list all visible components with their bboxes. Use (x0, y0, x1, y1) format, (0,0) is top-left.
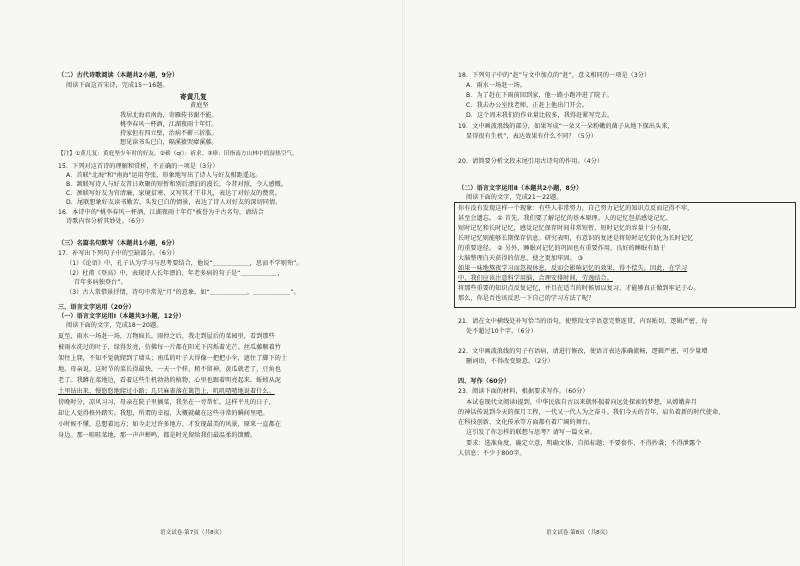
q17-item: （1）《论语》中，孔子认为学习与思考要结合，他说“＿＿＿＿＿＿，思而不学则殆”。 (66, 260, 303, 267)
question-23: 23．阅读下面的材料，根据要求写作。（60分） (458, 388, 589, 395)
passage-line: 地。母亲说，这时节的菜长得最快，一天一个样，稍不留神，黄瓜就老了，豆角也 (58, 366, 281, 373)
material-line: 本试卷现代文阅读Ⅰ提到，中华民族自古以来就怀揣着向远处探索的梦想，从嫦娥奔月 (466, 399, 698, 406)
question-19-cont: 显得很有生机”，表达效果有什么不同？（5分） (466, 133, 598, 140)
passage-line: 身边。那一畦畦菜地，那一声声蝉鸣，都是时光留给我们最温柔的馈赠。 (58, 432, 257, 439)
passage-line: 大脑整理白天获得的信息，使之更加牢固。 ③ (458, 255, 584, 262)
part-3-subheading: （一）语言文字运用Ⅰ（本题共3小题，12分） (58, 313, 185, 320)
passage-line: 甚至会遗忘。 ① 首先，我们要了解记忆的基本原理。人的记忆包括感觉记忆、 (458, 215, 673, 222)
q15-option: D．尾联想象好友读书勤苦、头发已白的情景，表达了诗人对好友的深切同情。 (66, 199, 282, 206)
q18-option: C．我去办公室找老师，正赶上他出门开会。 (466, 102, 589, 109)
requirement-line: 要求：选准角度，确定立意，明确文体，自拟标题；不要套作，不得抄袭；不得泄露个 (466, 440, 702, 447)
poem-title: 寄黄几复 (180, 93, 207, 101)
question-21: 21．请在文中横线处补写恰当的语句，使整段文字语意完整连贯，内容贴切，逻辑严密，每 (458, 318, 708, 325)
passage-line-wavy: 如果一味地熬夜学习而忽视休息，反而会影响记忆的效果，得不偿失。因此，在学习 (458, 265, 688, 272)
passage-line: 的重要途径。 ② 另外，睡眠对记忆的巩固也有重要作用，良好的睡眠有助于 (458, 245, 666, 252)
part-3-heading: 三、语言文字运用（20分） (58, 304, 135, 311)
page-footer: 语文试卷·第8页（共8页） (546, 530, 611, 536)
section-ii-intro: 阅读下面的文字，完成21～22题。 (466, 194, 563, 201)
q17-item: 百年多病独登台”。 (74, 279, 127, 286)
question-16: 16．本诗中的"桃李春风一杯酒，江湖夜雨十年灯"被誉为千古名句，请结合 (58, 209, 264, 216)
passage-frame (454, 202, 796, 308)
question-22: 22．文中画波浪线的句子有语病，请进行修改，使语言表达准确流畅，逻辑严密，可少量增 (458, 348, 708, 355)
q18-option: A．雨水一场赶一场。 (466, 82, 527, 89)
q15-option: A．首联"北海"和"南海"运用夸张，形象地写出了诗人与好友相距遥远。 (66, 172, 262, 179)
question-19: 19．文中画波浪线的部分，如果写成“一朵又一朵粉嫩的菌子从地下探出头来， (458, 123, 674, 130)
material-line: 这引发了你怎样的联想与思考？请写一篇文章。 (466, 429, 597, 436)
poem-line: 想见读书头已白，隔溪猿哭瘴溪藤。 (120, 139, 218, 146)
passage-line: 老了。我蹲在菜地边，看着这些生机勃勃的植物，心里也跟着明亮起来。蚯蚓从泥 (58, 377, 281, 384)
section-intro: 阅读下面这首宋诗，完成15～16题。 (66, 82, 169, 89)
passage-line-wavy: 土里钻出来，慢悠悠地爬过小路；几只麻雀落在篱笆上，叽叽喳喳地说着什么。 (58, 388, 275, 395)
poem-author: 黄庭坚 (190, 102, 209, 109)
passage-line: 长时记忆则能够长期保存信息。研究表明，有意识的复述是将短时记忆转化为长时记忆 (458, 235, 694, 242)
page-fold (402, 0, 405, 566)
passage-line: 那么，你是否也该反思一下自己的学习方法了呢？ (458, 295, 595, 302)
passage-line: 夏至，雨水一场赶一场，万物疯长。雨停之后，我走到屋后的菜园里，看到那些 (58, 333, 275, 340)
question-16-cont: 诗歌内容分析其妙处。（6分） (66, 218, 148, 225)
passage-line: 你有没有发现这样一个现象：有些人非常努力，自己努力记忆的知识点反而记得不牢， (458, 205, 694, 212)
question-20: 20．请简要分析文段末尾引用古诗句的作用。（4分） (458, 158, 604, 165)
part-4-heading: 四、写作（60分） (458, 378, 511, 385)
page-8 (406, 0, 800, 566)
passage-line: 被雨水洗过的叶子，绿得发亮，仿佛每一片都在阳光下闪烁着光芒。丝瓜藤顺着竹 (58, 344, 281, 351)
q18-option: B．为了赶在下雨前回到家，他一路小跑冲进了院子。 (466, 92, 613, 99)
question-22-cont: 删词语，不得改变原意。（2分） (466, 358, 554, 365)
passage-line: 却让人觉得格外踏实。我想，所谓的幸福，大概就藏在这些寻常的瞬间里吧。 (58, 410, 269, 417)
passage-line: 将那些重要的知识点反复记忆，并且在适当的时候加以复习，才能够真正做到牢记于心。 (458, 285, 700, 292)
question-21-cont: 处不超过10个字。（6分） (466, 328, 537, 335)
poem-line: 我居北海君南海，寄雁传书谢不能。 (120, 112, 218, 119)
passage-line: 小时候不懂，总想着远方；如今走过许多地方，才发现最美的风景，原来一直都在 (58, 421, 281, 428)
q15-option: B．颔联写诗人与好友昔日欢聚的短暂和别后漂泊的漫长，今昔对照，令人感慨。 (66, 181, 288, 188)
material-line: 的神话传说到今天的探月工程，一代又一代人为之奋斗。我们今天的青年，肩负着新的时代使命， (458, 409, 725, 416)
section-heading-poetry: （二）古代诗歌阅读（本题共2小题，9分） (58, 72, 179, 79)
q18-option: D．这个周末我们的作业量比较多，我得赶紧写完去。 (466, 112, 614, 119)
page-footer: 语文试卷·第7页（共8页） (160, 530, 225, 536)
q17-item: （3）古人常借景抒情，诗句中常见“月”的意象，如“＿＿＿＿＿＿，＿＿＿＿＿＿”。 (66, 289, 300, 296)
question-18: 18．下列句子中的“赶”与文中加点的“赶”，意义相同的一项是（3分） (458, 72, 651, 79)
q17-item: （2）杜甫《登高》中，表现诗人长年漂泊、年老多病的句子是“＿＿＿＿＿＿， (66, 270, 284, 277)
q15-option: C．颈联写好友为官清廉、家境贫寒，又写其才干非凡，表达了对好友的赞赏。 (66, 190, 281, 197)
poem-line: 桃李春风一杯酒，江湖夜雨十年灯。 (120, 121, 218, 128)
section-heading-dictation: （三）名篇名句默写（本题共1小题，6分） (58, 240, 179, 247)
passage-line: 短时记忆和长时记忆，感觉记忆保存时间非常短暂，短时记忆的容量十分有限， (458, 225, 675, 232)
question-17: 17．补写出下列句子中的空缺部分。（6分） (58, 250, 179, 257)
requirement-line: 人信息；不少于800字。 (458, 450, 526, 457)
passage-line: 架往上爬，不知不觉就爬到了墙头；南瓜的叶子大得像一把把小伞，遮住了脚下的土 (58, 355, 288, 362)
section-ii-heading: （二）语言文字运用Ⅱ（本题共2小题，8分） (458, 185, 583, 192)
passage-line-wavy: 中，我们应该注意科学用脑，合理安排时间，劳逸结合。 (458, 275, 613, 282)
part-3-intro: 阅读下面的文字，完成18～20题。 (66, 322, 163, 329)
poem-note: 【注】①黄几复：黄庭坚少年时的好友。②蕲（qí）：祈求。③瘴：旧指南方山林中的湿热空气。 (58, 151, 298, 157)
passage-line: 傍晚时分，凉风习习，母亲在院子里摘菜，我坐在一旁帮忙。这样平凡的日子， (58, 399, 275, 406)
material-line: 在科技创新、文化传承等方面都有着广阔的舞台。 (458, 419, 595, 426)
poem-line: 持家但有四立壁，治病不蕲三折肱。 (120, 130, 218, 137)
question-15: 15．下列对这首诗的理解和赏析，不正确的一项是（3分） (58, 163, 219, 170)
